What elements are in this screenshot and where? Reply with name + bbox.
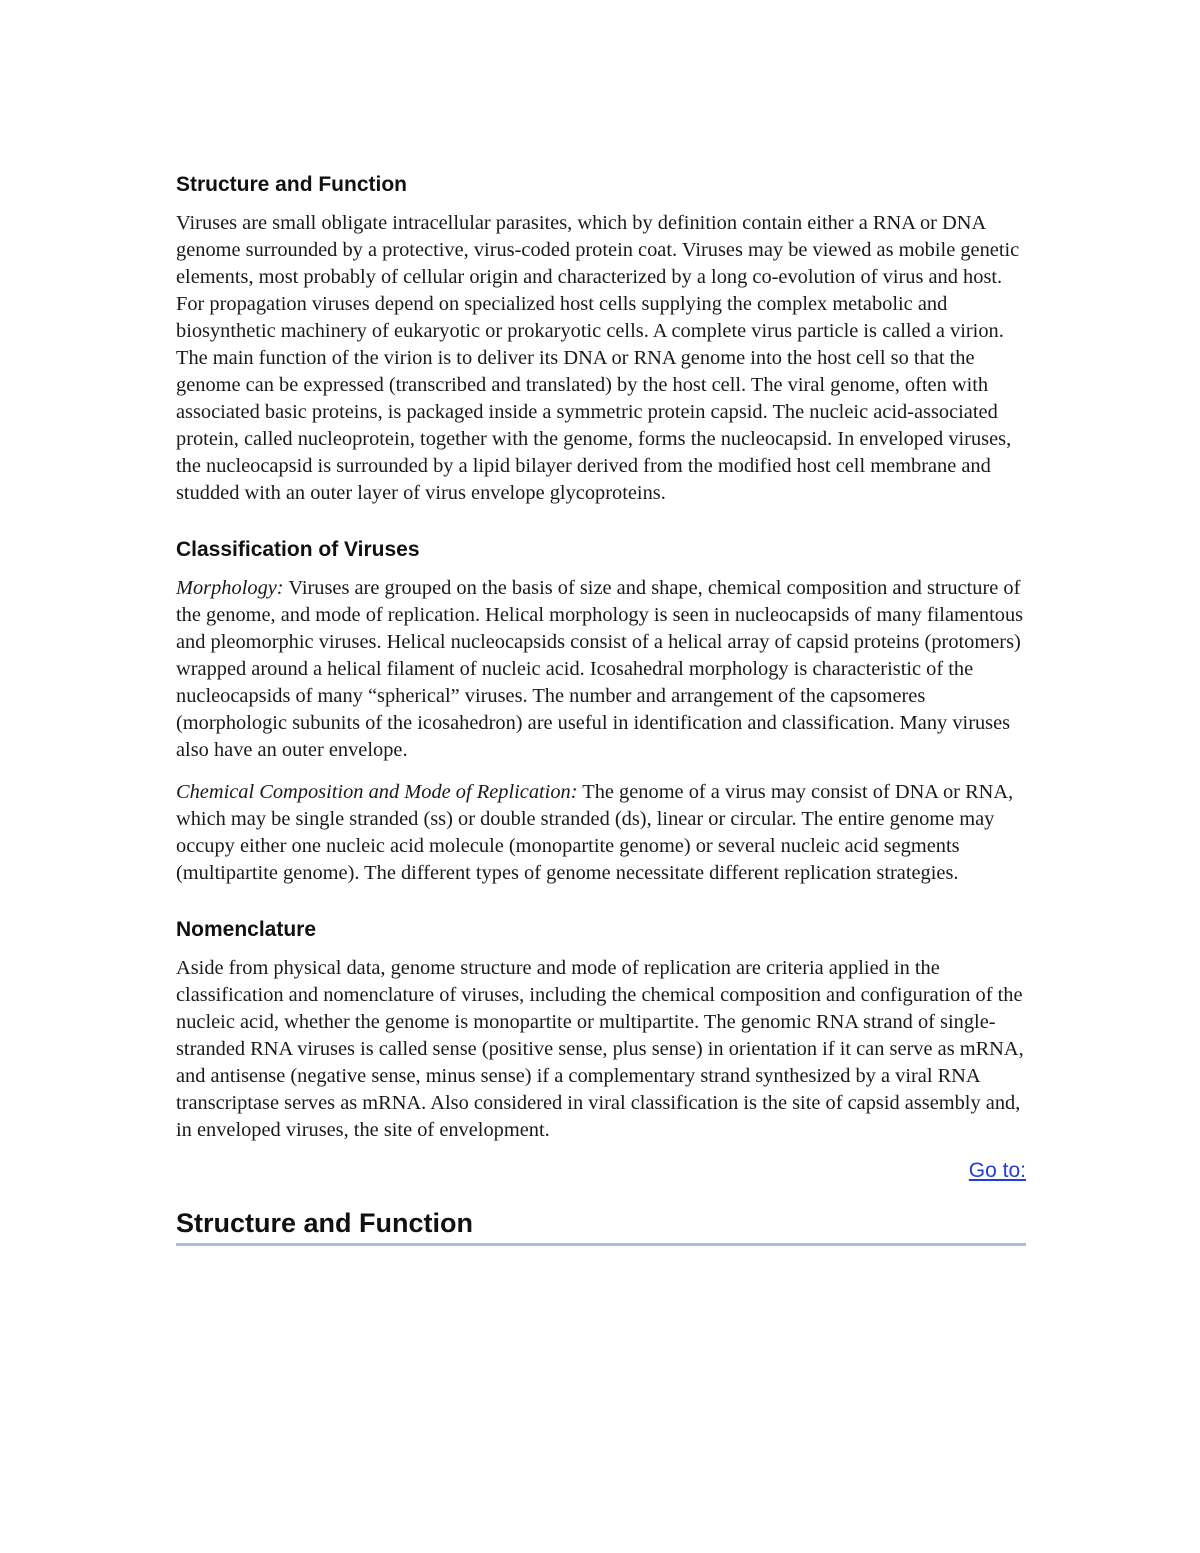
paragraph-lead: Chemical Composition and Mode of Replication: xyxy=(176,781,578,803)
paragraph-text: Aside from physical data, genome structure and mode of replication are criteria applied in the classification and nomenclature of viruses, including the chemical composition and configuration of the nucleic acid, whether the genome is monopartite or multipartite. The genomic RNA strand of single-stranded RNA viruses is called sense (positive sense, plus sense) in orientation if it can serve as mRNA, and antisense (negative sense, minus sense) if a complementary strand synthesized by a viral RNA transcriptase serves as mRNA. Also considered in viral classification is the site of capsid assembly and, in enveloped viruses, the site of envelopment. xyxy=(176,957,1024,1141)
next-section-heading: Structure and Function xyxy=(176,1205,1026,1246)
goto-row xyxy=(176,1159,1026,1183)
section-heading-classification: Classification of Viruses xyxy=(176,538,420,561)
paragraph-morphology xyxy=(176,575,1026,764)
paragraph-nomenclature xyxy=(176,955,1026,1144)
document-page xyxy=(176,170,1026,1246)
goto-link[interactable]: Go to: xyxy=(968,1159,1026,1182)
paragraph-lead: Morphology: xyxy=(176,577,284,599)
paragraph-text: Viruses are small obligate intracellular parasites, which by definition contain either a RNA or DNA genome surrounded by a protective, virus-coded protein coat. Viruses may be viewed as mobile genetic elements, most probably of cellular origin and characterized by a long co-evolution of virus and host. For propagation viruses depend on specialized host cells supplying the complex metabolic and biosynthetic machinery of eukaryotic or prokaryotic cells. A complete virus particle is called a virion. The main function of the virion is to deliver its DNA or RNA genome into the host cell so that the genome can be expressed (transcribed and translated) by the host cell. The viral genome, often with associated basic proteins, is packaged inside a symmetric protein capsid. The nucleic acid-associated protein, called nucleoprotein, together with the genome, forms the nucleocapsid. In enveloped viruses, the nucleocapsid is surrounded by a lipid bilayer derived from the modified host cell membrane and studded with an outer layer of virus envelope glycoproteins. xyxy=(176,212,1020,504)
paragraph-text: The genome of a virus may consist of DNA or RNA, which may be single stranded (ss) or double stranded (ds), linear or circular. The entire genome may occupy either one nucleic acid molecule (monopartite genome) or several nucleic acid segments (multipartite genome). The different types of genome necessitate different replication strategies. xyxy=(176,781,1014,884)
paragraph-text: Viruses are grouped on the basis of size and shape, chemical composition and structure of the genome, and mode of replication. Helical morphology is seen in nucleocapsids of many filamentous and pleomorphic viruses. Helical nucleocapsids consist of a helical array of capsid proteins (protomers) wrapped around a helical filament of nucleic acid. Icosahedral morphology is characteristic of the nucleocapsids of many “spherical” viruses. The number and arrangement of the capsomeres (morphologic subunits of the icosahedron) are useful in identification and classification. Many viruses also have an outer envelope. xyxy=(176,577,1024,761)
paragraph-chemical-composition xyxy=(176,779,1026,887)
section-heading-nomenclature: Nomenclature xyxy=(176,918,317,941)
section-heading-structure: Structure and Function xyxy=(176,173,407,196)
paragraph-structure xyxy=(176,210,1026,507)
